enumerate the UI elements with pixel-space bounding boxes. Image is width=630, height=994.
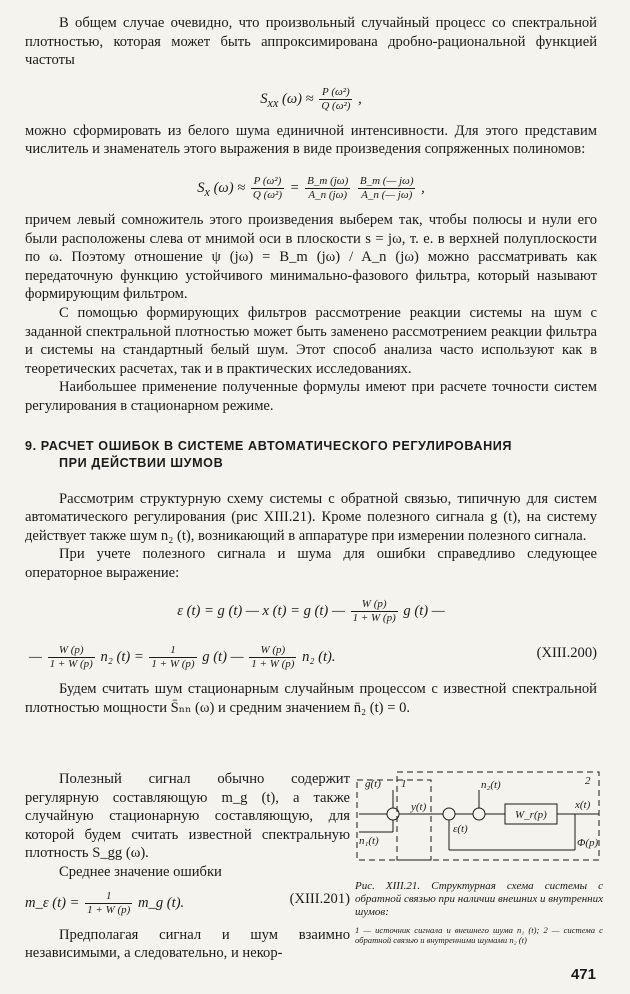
section-heading-line-1: 9. РАСЧЕТ ОШИБОК В СИСТЕМЕ АВТОМАТИЧЕСКОГО РЕГУЛИРОВАНИЯ bbox=[25, 438, 513, 453]
fraction bbox=[48, 644, 95, 671]
denominator: A_n (jω) bbox=[308, 188, 348, 201]
section-heading bbox=[25, 438, 597, 472]
equation-number: (XIII.201) bbox=[289, 890, 350, 907]
numerator: B_m (— jω) bbox=[359, 174, 414, 187]
block-diagram bbox=[355, 770, 603, 870]
paragraph-10: Среднее значение ошибки bbox=[59, 863, 222, 880]
numerator: W (p) bbox=[48, 644, 95, 658]
paragraph-9: Полезный сигнал обычно содержит регулярную составляющую m_g (t), а также случайную стационарную составляющую, для которой будем считать известной спектральную плотность S_gg (ω). bbox=[25, 771, 350, 862]
equals-sign: = bbox=[289, 179, 300, 196]
numerator: P (ω²) bbox=[319, 86, 352, 100]
left-column bbox=[25, 770, 350, 963]
figure-legend: 1 — источник сигнала и внешнего шума n₁ (t); 2 — система с обратной связью и внутренними шумами n₂ (t) bbox=[355, 924, 603, 945]
denominator: 1 + W (p) bbox=[251, 658, 295, 671]
formula-text: n₂ (t). bbox=[302, 649, 336, 666]
formula-error-2 bbox=[25, 636, 597, 674]
page-body bbox=[25, 14, 597, 718]
fraction bbox=[351, 598, 398, 625]
denominator: Q (ω²) bbox=[252, 188, 282, 201]
label-two: 2 bbox=[585, 775, 591, 787]
label-phi: Φ(p) bbox=[577, 837, 599, 849]
label-n2: n₂(t) bbox=[481, 779, 501, 791]
numerator: 1 bbox=[149, 644, 196, 658]
numerator: B_m (jω) bbox=[307, 174, 349, 187]
denominator: 1 + W (p) bbox=[352, 612, 396, 625]
summer-1 bbox=[387, 808, 399, 820]
fraction bbox=[319, 86, 352, 113]
denominator: 1 + W (p) bbox=[49, 658, 93, 671]
denominator: Q (ω²) bbox=[321, 99, 351, 112]
label-wr: W_r(p) bbox=[515, 809, 547, 821]
label-g: g(t) bbox=[365, 778, 381, 790]
formula-lhs: S bbox=[260, 90, 268, 107]
fraction bbox=[149, 644, 196, 671]
equation-number: (XIII.200) bbox=[536, 645, 597, 662]
formula-factorization bbox=[25, 167, 597, 205]
formula-tail: , bbox=[421, 179, 425, 196]
numerator: W (p) bbox=[249, 644, 296, 658]
paragraph-5: Наибольшее применение полученные формулы имеют при расчете точности систем регулирования в стационарном режиме. bbox=[25, 379, 597, 414]
formula-lhs-sub: xx bbox=[267, 95, 279, 110]
label-x: x(t) bbox=[575, 799, 591, 811]
paragraph-1: В общем случае очевидно, что произвольный случайный процесс со спектральной плотностью, которая может быть аппроксимирована дробно-рациональной функцией частоты bbox=[25, 15, 597, 69]
label-one: 1 bbox=[401, 778, 407, 790]
label-y: y(t) bbox=[411, 801, 427, 813]
fraction bbox=[358, 175, 416, 202]
formula-lhs-arg: (ω) ≈ bbox=[282, 90, 314, 107]
formula-tail: g (t) — bbox=[403, 603, 445, 620]
fraction bbox=[251, 175, 284, 202]
summer-2 bbox=[443, 808, 455, 820]
fraction bbox=[305, 175, 350, 202]
formula-text: ε (t) = g (t) — x (t) = g (t) — bbox=[177, 603, 345, 620]
formula-tail: m_g (t). bbox=[138, 894, 185, 911]
paragraph-2: можно сформировать из белого шума единичной интенсивности. Для этого представим числитель и знаменатель этого выражения в виде произведения сопряженных полиномов: bbox=[25, 122, 597, 158]
figure-block-diagram bbox=[355, 770, 603, 945]
numerator: W (p) bbox=[351, 598, 398, 612]
denominator: 1 + W (p) bbox=[87, 903, 131, 916]
formula-error-1 bbox=[25, 590, 597, 628]
formula-text: g (t) — bbox=[202, 649, 244, 666]
formula-lhs: S bbox=[197, 179, 205, 196]
formula-spectral-density bbox=[25, 78, 597, 116]
paragraph-6: Рассмотрим структурную схему системы с обратной связью, типичную для систем автоматического регулирования (рис XIII.21). Кроме полезного сигнала g (t), на систему действует также шум n₂ (t), возникающий в аппаратуре при измерении полезного сигнала. bbox=[25, 490, 597, 544]
page-number: 471 bbox=[570, 966, 596, 983]
paragraph-4: С помощью формирующих фильтров рассмотрение реакции системы на шум с заданной спектральной плотностью может быть заменено рассмотрением реакции фильтра и системы на стандартный белый шум. Этот способ анализа часто используют как в теоретических расчетах, так и в практических исследованиях. bbox=[25, 304, 597, 377]
paragraph-3: причем левый сомножитель этого произведения выберем так, чтобы полюсы и нули его были расположены слева от мнимой оси в плоскости s = jω, т. е. в верхней полуплоскости по ω. Поэтому отношение ψ (jω) = B_m (jω) / A_n (jω) можно рассматривать как передаточную функцию устойчивого минимально-фазового фильтра, который называют формирующим фильтром. bbox=[25, 211, 597, 303]
numerator: P (ω²) bbox=[251, 175, 284, 189]
formula-lead: — bbox=[29, 649, 42, 666]
formula-lhs-sub: x bbox=[204, 184, 210, 199]
denominator: A_n (— jω) bbox=[361, 188, 413, 201]
label-eps: ε(t) bbox=[453, 823, 468, 835]
formula-text: n₂ (t) = bbox=[100, 649, 144, 666]
paragraph-8: Будем считать шум стационарным случайным процессом с известной спектральной плотностью мощности S̄ₙₙ (ω) и средним значением n̄₂ (t) = 0. bbox=[25, 681, 597, 717]
formula-lhs: m_ε (t) = bbox=[25, 894, 80, 911]
section-heading-line-2: ПРИ ДЕЙСТВИИ ШУМОВ bbox=[59, 455, 224, 470]
figure-caption: Рис. XIII.21. Структурная схема системы с обратной связью при наличии внешних и внутренних шумов: bbox=[355, 879, 603, 918]
fraction bbox=[85, 890, 132, 917]
denominator: 1 + W (p) bbox=[151, 658, 195, 671]
summer-3 bbox=[473, 808, 485, 820]
fraction bbox=[249, 644, 296, 671]
paragraph-11: Предполагая сигнал и шум взаимно независимыми, а следовательно, и некор- bbox=[25, 926, 350, 962]
paragraph-7: При учете полезного сигнала и шума для ошибки справедливо следующее операторное выражение: bbox=[25, 546, 597, 581]
formula-lhs-arg: (ω) ≈ bbox=[213, 179, 246, 196]
numerator: 1 bbox=[85, 890, 132, 904]
formula-tail: , bbox=[358, 90, 362, 107]
formula-mean-error bbox=[25, 886, 350, 916]
label-n1: n₁(t) bbox=[359, 835, 379, 847]
